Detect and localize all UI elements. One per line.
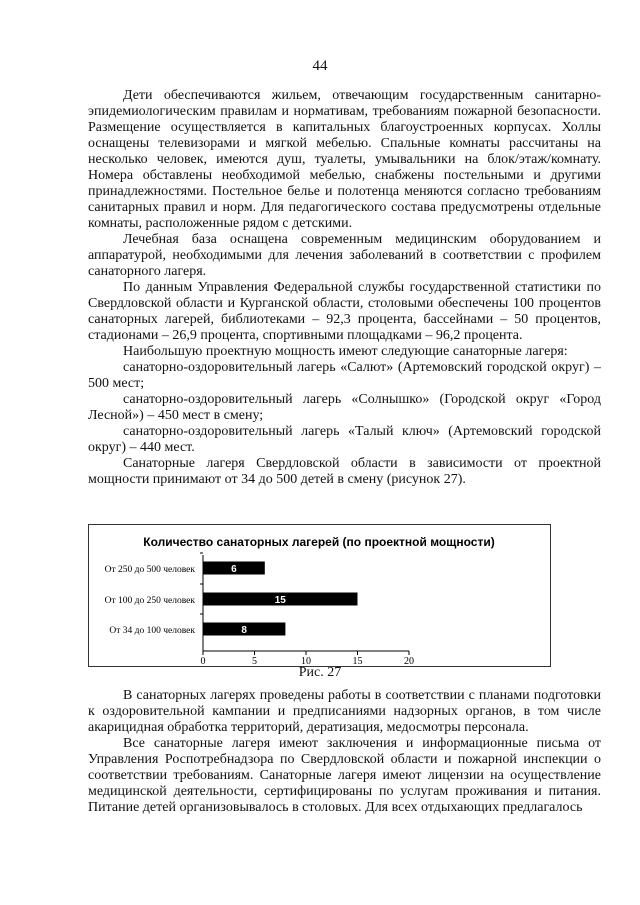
- x-tick-label: 10: [301, 656, 311, 666]
- paragraph-licenses: Все санаторные лагеря имеют заключения и информационные письма от Управления Роспотребнадзора по Свердловской области и пожарной инспекции о соответствии требованиям. Санаторные лагеря имеют лицензии на осуществление медицинской деятельности, сертифицированы по услугам проживания и питания. Питание детей организовывалось в столовых. Для всех отдыхающих предлагалось: [88, 736, 601, 815]
- x-tick-label: 0: [200, 656, 206, 666]
- paragraph-preparation: В санаторных лагерях проведены работы в соответствии с планами подготовки к оздоровительной кампании и предписаниями надзорных органов, в том числе акарицидная обработка территорий, дератизация, медосмотры персонала.: [88, 688, 601, 735]
- category-label: От 34 до 100 человек: [109, 626, 195, 636]
- x-tick-label: 15: [352, 656, 363, 666]
- list-item-salyut: санаторно-оздоровительный лагерь «Салют» (Артемовский городской округ) – 500 мест;: [88, 360, 601, 391]
- list-item-solnyshko: санаторно-оздоровительный лагерь «Солнышко» (Городской округ «Город Лесной») – 450 мест в смену;: [88, 392, 601, 423]
- page-number: 44: [312, 58, 328, 74]
- category-label: От 100 до 250 человек: [104, 596, 195, 606]
- paragraph-housing: Дети обеспечиваются жильем, отвечающим государственным санитарно-эпидемиологическим правилам и нормативам, требованиям пожарной безопасности. Размещение осуществляется в капитальных благоустроенных корпусах. Холлы оснащены телевизорами и мягкой мебелью. Спальные комнаты рассчитаны на несколько человек, имеются душ, туалеты, умывальники на блок/этаж/комнату. Номера обставлены необходимой мебелью, снабжены постельными и другими принадлежностями. Постельное белье и полотенца меняются согласно требованиям санитарных правил и норм. Для педагогического состава предусмотрены отдельные комнаты, расположенные рядом с детскими.: [88, 88, 601, 231]
- capacity-chart: [88, 524, 551, 667]
- paragraph-statistics: По данным Управления Федеральной службы государственной статистики по Свердловской области и Курганской области, столовыми обеспечены 100 процентов санаторных лагерей, библиотеками – 92,3 процента, бассейнами – 50 процентов, стадионами – 26,9 процента, спортивными площадками – 96,2 процента.: [88, 280, 601, 343]
- paragraph-medical-base: Лечебная база оснащена современным медицинским оборудованием и аппаратурой, необходимыми для лечения заболеваний в соответствии с профилем санаторного лагеря.: [88, 232, 601, 279]
- capacity-chart-svg: [89, 525, 550, 666]
- bar-value-label: 8: [241, 625, 247, 636]
- bar-value-label: 15: [274, 595, 286, 606]
- bar-value-label: 6: [231, 564, 237, 575]
- x-tick-label: 5: [252, 656, 257, 666]
- paragraph-capacity-range: Санаторные лагеря Свердловской области в зависимости от проектной мощности принимают от 34 до 500 детей в смену (рисунок 27).: [88, 456, 601, 487]
- body-text-bottom: [88, 688, 601, 816]
- category-label: От 250 до 500 человек: [104, 565, 195, 575]
- x-tick-label: 20: [404, 656, 414, 666]
- paragraph-capacity-intro: Наибольшую проектную мощность имеют следующие санаторные лагеря:: [123, 344, 568, 359]
- chart-title: Количество санаторных лагерей (по проектной мощности): [143, 535, 495, 549]
- list-item-talyi-klyuch: санаторно-оздоровительный лагерь «Талый ключ» (Артемовский городской округ) – 440 мест.: [88, 424, 601, 455]
- figure-caption: Рис. 27: [298, 665, 342, 680]
- body-text-top: [88, 88, 601, 488]
